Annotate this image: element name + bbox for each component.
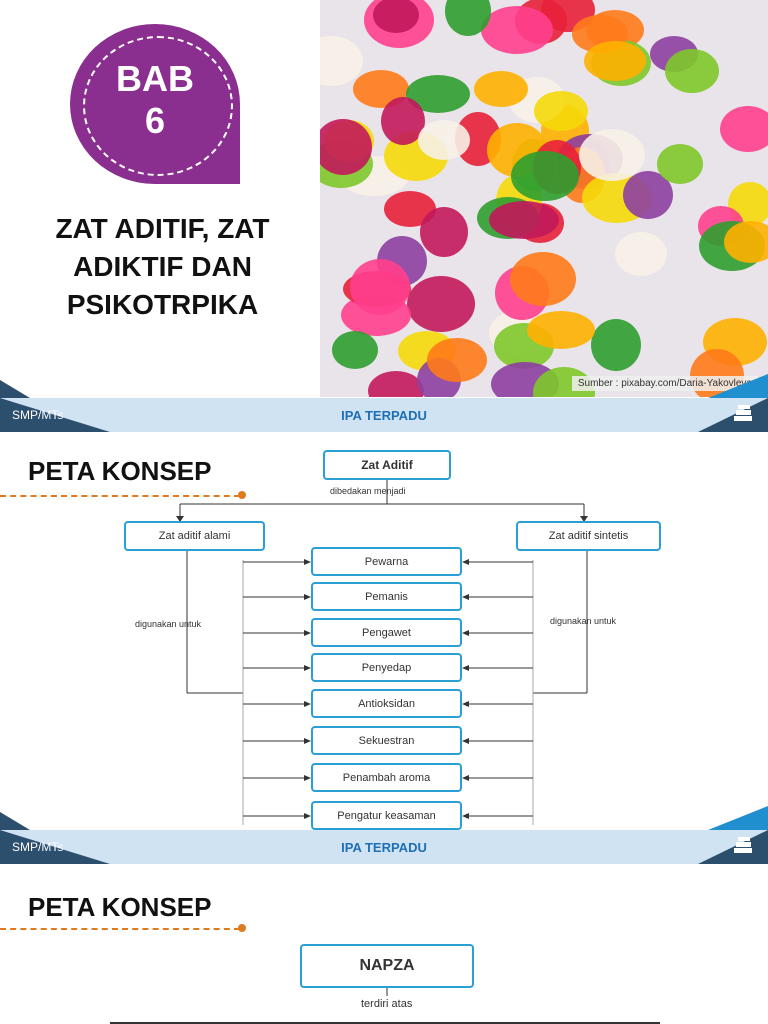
photo-credit: Sumber : pixabay.com/Daria-Yakovleva (572, 376, 758, 391)
arrowhead-right-0 (462, 559, 469, 565)
arrowhead-right-2 (462, 630, 469, 636)
candy (615, 232, 667, 276)
arrowhead-left-7 (304, 813, 311, 819)
relation-terdiri-atas: terdiri atas (361, 998, 413, 1010)
chapter-title-line-1: ZAT ADITIF, ZAT (55, 213, 270, 244)
concept-item: Pewarna (311, 547, 462, 576)
candy-illustration (320, 0, 768, 397)
concept-item: Penambah aroma (311, 763, 462, 792)
books-icon (732, 836, 754, 856)
relation-right-digunakan: digunakan untuk (550, 616, 617, 626)
badge-label: BAB (116, 58, 194, 99)
arrowhead-right-6 (462, 775, 469, 781)
footer-level: SMP/MTs (12, 840, 64, 854)
slide-concept-map-napza (0, 864, 768, 1024)
candy (407, 276, 475, 332)
candy (511, 151, 579, 201)
books-icon (732, 404, 754, 424)
concept-map-heading: PETA KONSEP (28, 456, 212, 486)
candy (591, 319, 641, 371)
arrowhead-right-7 (462, 813, 469, 819)
candy (332, 331, 378, 369)
relation-dibedakan: dibedakan menjadi (330, 486, 406, 496)
candy (510, 252, 576, 306)
concept-item: Sekuestran (311, 726, 462, 755)
footer-bar (0, 398, 768, 432)
concept-item: Penyedap (311, 653, 462, 682)
arrowhead-left-1 (304, 594, 311, 600)
arrowhead-right-1 (462, 594, 469, 600)
footer-accent-left (0, 380, 30, 398)
arrowhead-left-5 (304, 738, 311, 744)
relation-left-digunakan: digunakan untuk (135, 619, 202, 629)
footer-accent-right (708, 806, 768, 830)
arrowhead-left-4 (304, 701, 311, 707)
footer-accent-left (0, 812, 30, 830)
slide-concept-map-aditif (0, 432, 768, 864)
candy (420, 207, 468, 257)
concept-node-alami: Zat aditif alami (124, 521, 265, 551)
concept-item: Pemanis (311, 582, 462, 611)
chapter-title-line-3: PSIKOTRPIKA (66, 289, 259, 320)
footer-subject: IPA TERPADU (341, 840, 427, 855)
candy (368, 371, 424, 397)
candy (474, 71, 528, 107)
candy (427, 338, 487, 382)
concept-item: Pengatur keasaman (311, 801, 462, 830)
candy (418, 120, 470, 160)
concept-node-sintetis: Zat aditif sintetis (516, 521, 661, 551)
badge-number: 6 (144, 100, 166, 141)
arrowhead-right-3 (462, 665, 469, 671)
footer-bar (0, 830, 768, 864)
arrowhead-left-2 (304, 630, 311, 636)
candy (720, 106, 768, 152)
concept-map-connectors (0, 432, 768, 864)
concept-root-zat-aditif: Zat Aditif (323, 450, 451, 480)
arrowhead-left-3 (304, 665, 311, 671)
arrowhead-right-4 (462, 701, 469, 707)
candy (534, 91, 588, 131)
footer-subject: IPA TERPADU (341, 408, 427, 423)
arrowhead-left-6 (304, 775, 311, 781)
slide-cover (0, 0, 768, 432)
footer-level: SMP/MTs (12, 408, 64, 422)
candy (579, 129, 645, 181)
candy (584, 41, 646, 81)
candy (657, 144, 703, 184)
candy (665, 49, 719, 93)
concept-item: Pengawet (311, 618, 462, 647)
concept-map-heading: PETA KONSEP (28, 892, 212, 922)
candy (350, 259, 410, 315)
footer-accent-right (708, 374, 768, 398)
chapter-badge-text (70, 58, 240, 142)
candy (489, 201, 559, 239)
candy-photo (320, 0, 768, 397)
arrowhead-left-0 (304, 559, 311, 565)
candy (481, 6, 553, 54)
chapter-title-line-2: ADIKTIF DAN (73, 251, 252, 282)
candy (527, 311, 595, 349)
concept-item: Antioksidan (311, 689, 462, 718)
candy (320, 36, 363, 86)
arrowhead-right-5 (462, 738, 469, 744)
concept-root-napza: NAPZA (300, 944, 474, 988)
chapter-title (20, 210, 305, 324)
